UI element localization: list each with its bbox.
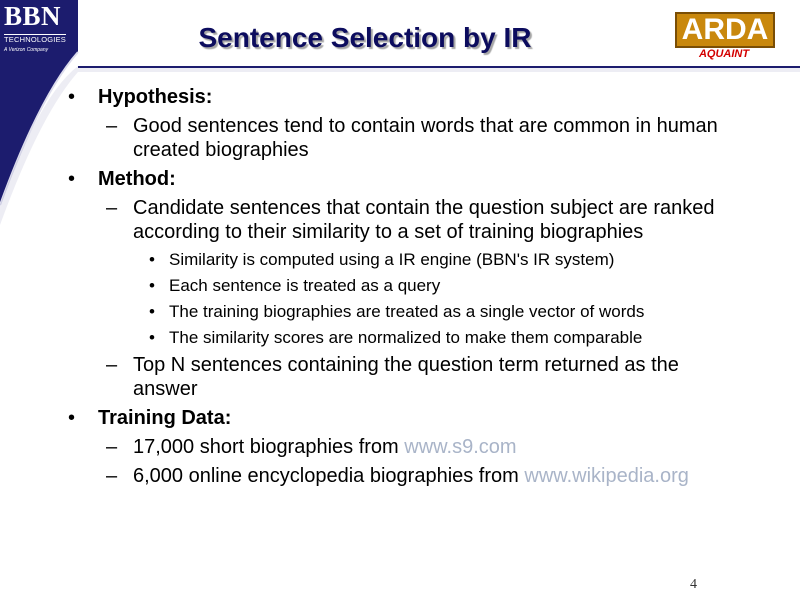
bullet-training-data-label: Training Data: xyxy=(98,407,232,429)
bullet-hypothesis-label: Hypothesis: xyxy=(98,86,213,108)
slide-content xyxy=(64,85,734,493)
hypothesis-item-text: Good sentences tend to contain words that are common in human created biographies xyxy=(133,115,718,161)
dash-icon: – xyxy=(106,197,118,219)
dash-icon: – xyxy=(106,354,118,376)
arda-logo-name: ARDA xyxy=(675,12,775,48)
hypothesis-item xyxy=(64,114,734,162)
bullet-method xyxy=(64,167,734,191)
bullet-training-data xyxy=(64,406,734,430)
link-wikipedia[interactable]: www.wikipedia.org xyxy=(524,465,689,487)
training-item-s9 xyxy=(64,435,734,459)
method-subitem xyxy=(64,275,734,297)
method-subitem xyxy=(64,301,734,323)
small-bullet-icon: • xyxy=(149,276,155,295)
bullet-hypothesis xyxy=(64,85,734,109)
dash-icon: – xyxy=(106,465,118,487)
bbn-logo-name: BBN xyxy=(4,1,62,31)
method-item-top-n xyxy=(64,353,734,401)
bbn-logo-technologies: TECHNOLOGIES xyxy=(4,35,66,44)
method-item-candidates-text: Candidate sentences that contain the question subject are ranked according to their similarity to a set of training biographies xyxy=(133,197,715,243)
bullet-icon: • xyxy=(68,407,76,429)
method-subitem-text: Similarity is computed using a IR engine (BBN's IR system) xyxy=(169,250,615,269)
small-bullet-icon: • xyxy=(149,328,155,347)
bbn-logo-company: A Verizon Company xyxy=(4,47,49,53)
method-subitem xyxy=(64,327,734,349)
method-item-candidates xyxy=(64,196,734,244)
small-bullet-icon: • xyxy=(149,302,155,321)
bullet-icon: • xyxy=(68,168,76,190)
training-item-s9-text: 17,000 short biographies from xyxy=(133,436,405,458)
bullet-icon: • xyxy=(68,86,76,108)
page-number: 4 xyxy=(690,577,697,592)
link-s9[interactable]: www.s9.com xyxy=(404,436,517,458)
bbn-logo xyxy=(4,1,72,53)
dash-icon: – xyxy=(106,436,118,458)
training-item-wikipedia xyxy=(64,464,734,488)
method-item-top-n-text: Top N sentences containing the question term returned as the answer xyxy=(133,354,679,400)
small-bullet-icon: • xyxy=(149,250,155,269)
training-item-wikipedia-text: 6,000 online encyclopedia biographies from xyxy=(133,465,525,487)
method-subitem-text: The training biographies are treated as a single vector of words xyxy=(169,302,645,321)
method-subitem-text: Each sentence is treated as a query xyxy=(169,276,441,295)
method-subitem xyxy=(64,249,734,271)
method-subitem-text: The similarity scores are normalized to make them comparable xyxy=(169,328,643,347)
arda-logo xyxy=(672,10,776,64)
dash-icon: – xyxy=(106,115,118,137)
aquaint-label: AQUAINT xyxy=(698,48,750,60)
bullet-method-label: Method: xyxy=(98,168,176,190)
slide-title: Sentence Selection by IR xyxy=(198,22,532,53)
